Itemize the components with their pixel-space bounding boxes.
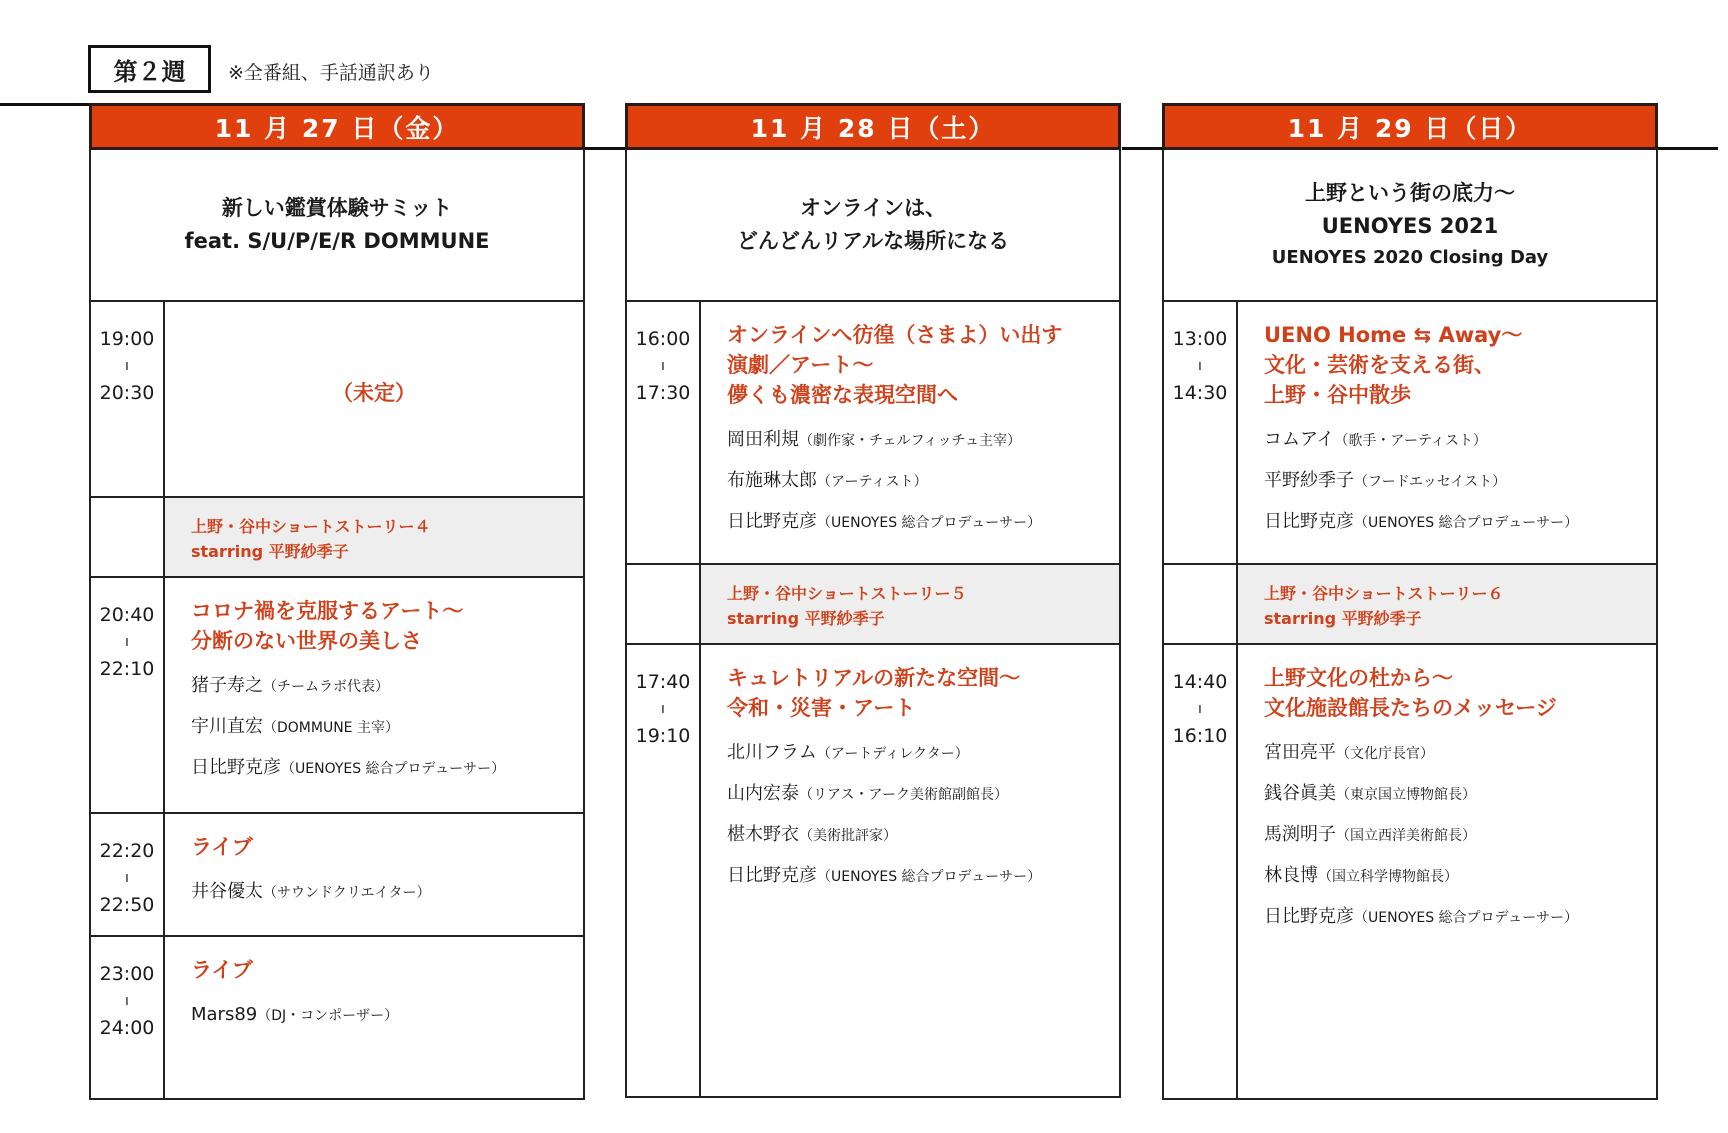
speaker xyxy=(1264,420,1630,461)
end-time: 22:50 xyxy=(99,894,155,916)
speaker-list xyxy=(191,995,557,1036)
end-time: 14:30 xyxy=(1172,382,1228,404)
speaker xyxy=(191,666,557,707)
speaker xyxy=(191,872,557,913)
program-title: UENO Home ⇆ Away〜 xyxy=(1264,323,1523,347)
speaker xyxy=(1264,461,1630,502)
day-column-nov-29 xyxy=(1162,103,1658,1100)
speaker-role: （DJ・コンポーザー） xyxy=(257,1008,399,1024)
program-title: （未定） xyxy=(332,381,416,405)
speaker-list xyxy=(727,733,1093,897)
program-slot xyxy=(627,302,1119,565)
divider-line-gap-2 xyxy=(1122,147,1164,150)
speaker-role: （東京国立博物館長） xyxy=(1336,787,1476,803)
start-time: 20:40 xyxy=(99,604,155,626)
program-slot xyxy=(1164,645,1656,1098)
speaker-role: （UENOYES 総合プロデューサー） xyxy=(817,515,1042,531)
program-title: 演劇／アート〜 xyxy=(727,353,874,377)
speaker xyxy=(191,707,557,748)
theme-line: どんどんリアルな場所になる xyxy=(736,229,1010,253)
speaker-list xyxy=(191,666,557,789)
start-time: 17:40 xyxy=(635,671,691,693)
start-time: 16:00 xyxy=(635,328,691,350)
speaker xyxy=(727,856,1093,897)
speaker-role: （文化庁長官） xyxy=(1336,746,1434,762)
day-column-nov-27 xyxy=(89,103,585,1100)
speaker-role: （UENOYES 総合プロデューサー） xyxy=(1354,515,1579,531)
speaker-role: （国立西洋美術館長） xyxy=(1336,828,1476,844)
speaker xyxy=(1264,856,1630,897)
speaker xyxy=(727,502,1093,543)
day-header: 11 月 29 日（日） xyxy=(1162,103,1658,150)
speaker-name: 井谷優太 xyxy=(191,881,263,902)
speaker-role: （歌手・アーティスト） xyxy=(1334,433,1487,449)
story-title: 上野・谷中ショートストーリー５ xyxy=(727,584,967,603)
program-title: ライブ xyxy=(191,835,253,859)
theme-line: feat. S/U/P/E/R DOMMUNE xyxy=(184,229,490,253)
end-time: 22:10 xyxy=(99,658,155,680)
speaker-name: 山内宏泰 xyxy=(727,783,799,804)
speaker-name: 日比野克彦 xyxy=(1264,511,1354,532)
speaker xyxy=(191,748,557,789)
program-title: オンラインへ彷徨（さまよ）い出す xyxy=(727,323,1063,347)
sign-language-note: ※全番組、手話通訳あり xyxy=(228,62,434,84)
speaker xyxy=(727,461,1093,502)
divider-line-gap-1 xyxy=(585,147,627,150)
story-starring: starring 平野紗季子 xyxy=(727,609,885,628)
program-slot xyxy=(627,645,1119,1096)
time-range-empty xyxy=(627,565,701,643)
speaker xyxy=(1264,502,1630,543)
program-title: キュレトリアルの新たな空間〜 xyxy=(727,666,1021,690)
program-title: 儚くも濃密な表現空間へ xyxy=(727,383,958,407)
speaker-name: 馬渕明子 xyxy=(1264,824,1336,845)
program-content xyxy=(701,302,1119,563)
time-range-empty xyxy=(1164,565,1238,643)
time-separator: ı xyxy=(661,358,665,374)
program-slot xyxy=(91,302,583,498)
speaker-name: 岡田利規 xyxy=(727,429,799,450)
program-slot xyxy=(91,937,583,1098)
day-header: 11 月 27 日（金） xyxy=(89,103,585,150)
speaker-name: 日比野克彦 xyxy=(727,865,817,886)
time-range xyxy=(91,814,165,935)
short-story-slot xyxy=(627,565,1119,645)
speaker-role: （リアス・アーク美術館副館長） xyxy=(799,787,1009,803)
time-separator: ı xyxy=(125,358,129,374)
speaker xyxy=(727,733,1093,774)
time-range xyxy=(1164,645,1238,1098)
speaker-name: 日比野克彦 xyxy=(1264,906,1354,927)
program-content xyxy=(165,937,583,1098)
time-separator: ı xyxy=(125,634,129,650)
program-content xyxy=(1238,302,1656,563)
speaker-list xyxy=(1264,420,1630,543)
time-separator: ı xyxy=(1198,358,1202,374)
speaker-role: （国立科学博物館長） xyxy=(1318,869,1458,885)
program-slot xyxy=(91,578,583,814)
short-story-slot xyxy=(1164,565,1656,645)
speaker-role: （チームラボ代表） xyxy=(263,679,389,695)
story-content xyxy=(165,498,583,576)
time-separator: ı xyxy=(125,993,129,1009)
speaker-name: 椹木野衣 xyxy=(727,824,799,845)
story-starring: starring 平野紗季子 xyxy=(191,542,349,561)
time-range xyxy=(627,645,701,1096)
program-title: 文化・芸術を支える街、 xyxy=(1264,353,1495,377)
start-time: 23:00 xyxy=(99,963,155,985)
program-title: ライブ xyxy=(191,958,253,982)
program-title: コロナ禍を克服するアート〜 xyxy=(191,599,464,623)
day-header: 11 月 28 日（土） xyxy=(625,103,1121,150)
speaker xyxy=(1264,897,1630,938)
speaker-name: 日比野克彦 xyxy=(191,757,281,778)
program-content xyxy=(165,814,583,935)
speaker xyxy=(727,815,1093,856)
speaker-list xyxy=(727,420,1093,543)
theme-line: 新しい鑑賞体験サミット xyxy=(221,196,453,220)
theme-line: オンラインは、 xyxy=(799,196,947,220)
program-slot xyxy=(91,814,583,937)
start-time: 22:20 xyxy=(99,840,155,862)
speaker-name: 猪子寿之 xyxy=(191,675,263,696)
time-separator: ı xyxy=(125,870,129,886)
speaker xyxy=(1264,733,1630,774)
speaker xyxy=(1264,774,1630,815)
speaker xyxy=(727,420,1093,461)
program-slot xyxy=(1164,302,1656,565)
day-theme xyxy=(1164,150,1656,302)
time-range xyxy=(1164,302,1238,563)
speaker-role: （UENOYES 総合プロデューサー） xyxy=(817,869,1042,885)
speaker-name: 布施琳太郎 xyxy=(727,470,817,491)
speaker-name: コムアイ xyxy=(1264,429,1335,450)
story-content xyxy=(701,565,1119,643)
program-title: 上野文化の杜から〜 xyxy=(1264,666,1453,690)
week-badge: 第２週 xyxy=(88,45,211,93)
end-time: 16:10 xyxy=(1172,725,1228,747)
day-theme xyxy=(91,150,583,302)
time-separator: ı xyxy=(661,701,665,717)
speaker-role: （UENOYES 総合プロデューサー） xyxy=(281,761,506,777)
theme-subline: UENOYES 2020 Closing Day xyxy=(1271,247,1549,268)
speaker-name: 宮田亮平 xyxy=(1264,742,1336,763)
speaker-role: （UENOYES 総合プロデューサー） xyxy=(1354,910,1579,926)
program-content xyxy=(1238,645,1656,1098)
story-starring: starring 平野紗季子 xyxy=(1264,609,1422,628)
speaker-role: （美術批評家） xyxy=(799,828,897,844)
theme-line: UENOYES 2021 xyxy=(1321,214,1499,238)
time-range xyxy=(91,937,165,1098)
speaker-name: 銭谷眞美 xyxy=(1264,783,1336,804)
program-content xyxy=(165,302,583,496)
program-title: 分断のない世界の美しさ xyxy=(191,629,422,653)
speaker-role: （アーティスト） xyxy=(817,474,928,490)
speaker-name: 林良博 xyxy=(1264,865,1318,886)
program-title: 文化施設館長たちのメッセージ xyxy=(1264,696,1557,720)
time-range-empty xyxy=(91,498,165,576)
speaker-role: （フードエッセイスト） xyxy=(1354,474,1507,490)
speaker-name: 北川フラム xyxy=(727,742,817,763)
speaker xyxy=(1264,815,1630,856)
day-column-nov-28 xyxy=(625,103,1121,1098)
story-title: 上野・谷中ショートストーリー６ xyxy=(1264,584,1504,603)
day-theme xyxy=(627,150,1119,302)
speaker-name: 宇川直宏 xyxy=(191,716,263,737)
divider-line-left xyxy=(0,103,90,106)
end-time: 24:00 xyxy=(99,1017,155,1039)
speaker xyxy=(727,774,1093,815)
speaker-role: （劇作家・チェルフィッチュ主宰） xyxy=(799,433,1022,449)
speaker-list xyxy=(1264,733,1630,938)
time-range xyxy=(627,302,701,563)
speaker-list xyxy=(191,872,557,913)
theme-line: 上野という街の底力〜 xyxy=(1305,181,1515,205)
short-story-slot xyxy=(91,498,583,578)
end-time: 17:30 xyxy=(635,382,691,404)
story-content xyxy=(1238,565,1656,643)
program-content xyxy=(165,578,583,812)
speaker-role: （サウンドクリエイター） xyxy=(263,885,431,901)
time-range xyxy=(91,302,165,496)
end-time: 19:10 xyxy=(635,725,691,747)
divider-line-right xyxy=(1658,147,1718,150)
story-title: 上野・谷中ショートストーリー４ xyxy=(191,517,431,536)
speaker-name: 平野紗季子 xyxy=(1264,470,1354,491)
time-separator: ı xyxy=(1198,701,1202,717)
start-time: 19:00 xyxy=(99,328,155,350)
start-time: 14:40 xyxy=(1172,671,1228,693)
speaker xyxy=(191,995,557,1036)
speaker-role: （DOMMUNE 主宰） xyxy=(263,720,399,736)
start-time: 13:00 xyxy=(1172,328,1228,350)
speaker-name: 日比野克彦 xyxy=(727,511,817,532)
program-title: 令和・災害・アート xyxy=(727,696,916,720)
program-title: 上野・谷中散歩 xyxy=(1264,383,1411,407)
time-range xyxy=(91,578,165,812)
speaker-role: （アートディレクター） xyxy=(816,746,969,762)
program-content xyxy=(701,645,1119,1096)
end-time: 20:30 xyxy=(99,382,155,404)
speaker-name: Mars89 xyxy=(191,1004,258,1025)
